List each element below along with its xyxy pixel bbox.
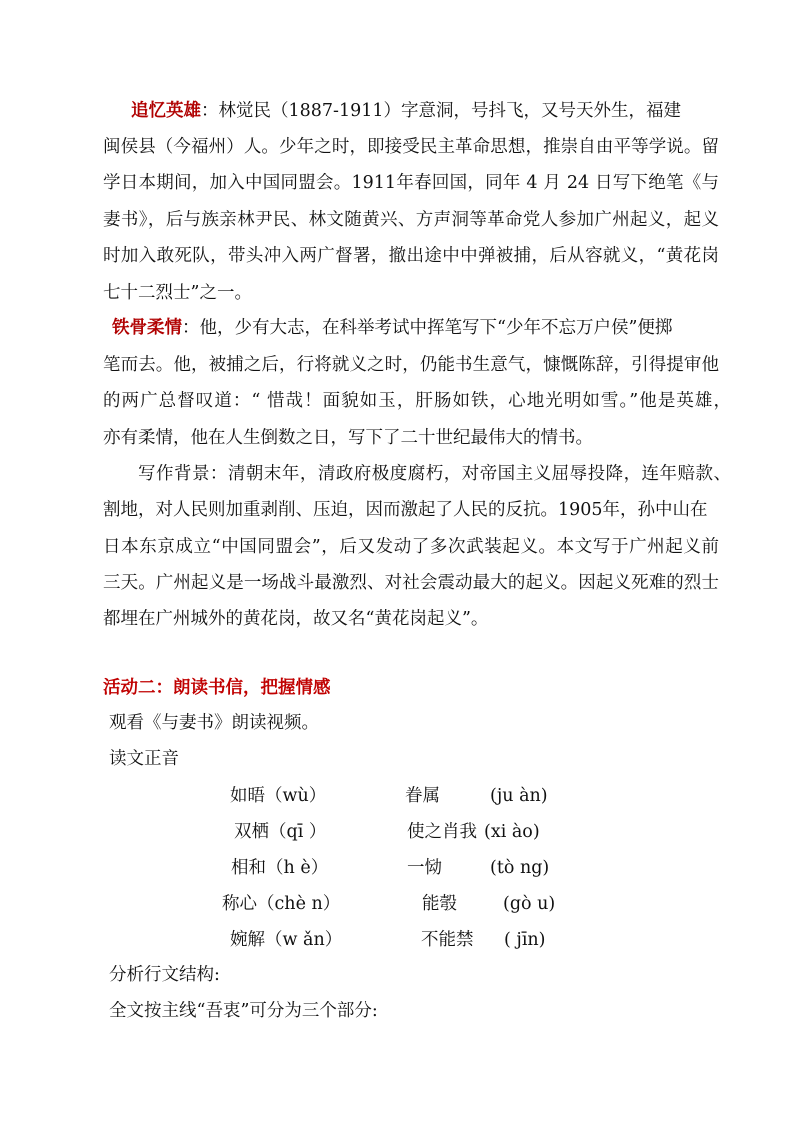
para3-line-5: 都埋在广州城外的黄花岗，故又名“黄花岗起义”。 xyxy=(103,609,489,629)
para1-line-5: 时加入敢死队，带头冲入两广督署，撤出途中中弹被捕，后从容就义，“黄花岗 xyxy=(103,246,719,266)
pronunciation-row-3-pinyin: (tò ng) xyxy=(490,858,550,878)
pronunciation-row-1-word: 眷属 xyxy=(405,786,440,806)
pronunciation-row-2-pinyin: (xi ào) xyxy=(484,822,540,842)
para2-label: 铁骨柔情 xyxy=(112,318,182,338)
pronunciation-row-2-word: 使之肖我 xyxy=(407,822,477,842)
para1-line-6: 七十二烈士”之一。 xyxy=(103,283,252,303)
para3-line-2: 割地，对人民则加重剥削、压迫，因而激起了人民的反抗。1905年，孙中山在 xyxy=(103,500,708,520)
para3-line-4: 三天。广州起义是一场战斗最激烈、对社会震动最大的起义。因起义死难的烈士 xyxy=(103,573,719,593)
para1-line-2: 闽侯县（今福州）人。少年之时，即接受民主革命思想，推崇自由平等学说。留 xyxy=(103,137,719,157)
para2-line-1: 铁骨柔情：他，少有大志，在科举考试中挥笔写下“少年不忘万户侯”便掷 xyxy=(112,318,673,338)
activity2-title: 活动二：朗读书信，把握情感 xyxy=(103,678,331,698)
pronunciation-row-5-word: 不能禁 xyxy=(421,930,474,950)
pronunciation-row-5-left: 婉解（w ǎn） xyxy=(230,930,343,950)
para1-line-4: 妻书》，后与族亲林尹民、林文随黄兴、方声洞等革命党人参加广州起义，起义 xyxy=(103,210,719,230)
para1-line-3: 学日本期间，加入中国同盟会。1911年春回国，同年 4 月 24 日写下绝笔《与 xyxy=(103,173,719,193)
pronunciation-row-4-left: 称心（chè n） xyxy=(222,894,341,914)
pronunciation-row-5-pinyin: ( jīn) xyxy=(504,930,546,950)
pronunciation-heading: 读文正音 xyxy=(109,749,179,769)
para3-line-3: 日本东京成立“中国同盟会”，后又发动了多次武装起义。本文写于广州起义前 xyxy=(103,537,719,557)
para1-line-1: 追忆英雄：林觉民（1887-1911）字意洞，号抖飞，又号天外生，福建 xyxy=(131,101,681,121)
pronunciation-row-4-pinyin: (gò u) xyxy=(503,894,556,914)
para1-label: 追忆英雄 xyxy=(131,101,201,121)
pronunciation-row-1-left: 如晤（wù） xyxy=(230,786,327,806)
pronunciation-row-2-left: 双栖（qī ） xyxy=(234,822,327,842)
para2-line-3: 的两广总督叹道：“ 惜哉！面貌如玉，肝肠如铁，心地光明如雪。”他是英雄， xyxy=(103,391,731,411)
pronunciation-row-4-word: 能彀 xyxy=(422,894,457,914)
pronunciation-row-3-left: 相和（h è） xyxy=(231,858,329,878)
para3-line-1: 写作背景：清朝末年，清政府极度腐朽，对帝国主义屈辱投降，连年赔款、 xyxy=(138,464,731,484)
structure-heading: 分析行文结构: xyxy=(109,965,220,985)
activity2-watch: 观看《与妻书》朗读视频。 xyxy=(109,713,319,733)
pronunciation-row-3-word: 一恸 xyxy=(407,858,442,878)
para2-line-4: 亦有柔情，他在人生倒数之日，写下了二十世纪最伟大的情书。 xyxy=(103,428,593,448)
pronunciation-row-1-pinyin: (ju àn) xyxy=(490,786,548,806)
para2-line-2: 笔而去。他，被捕之后，行将就义之时，仍能书生意气，慷慨陈辞，引得提审他 xyxy=(103,355,719,375)
structure-text: 全文按主线“吾衷”可分为三个部分: xyxy=(109,1001,378,1021)
